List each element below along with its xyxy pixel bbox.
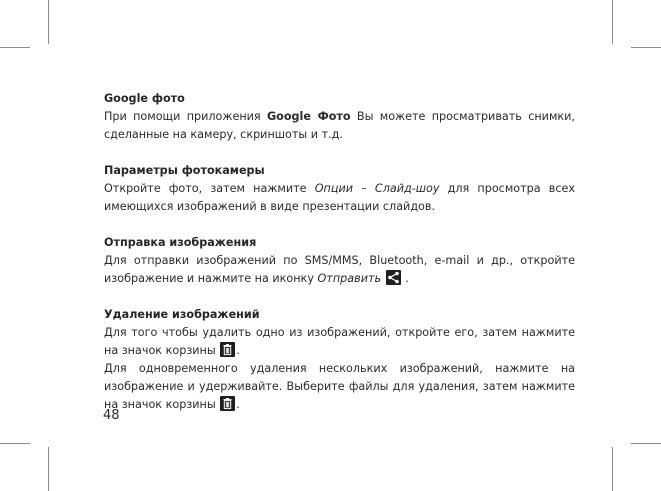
section-heading: Удаление изображений bbox=[104, 308, 260, 321]
section-paragraph bbox=[104, 360, 575, 414]
section-sending bbox=[104, 234, 575, 288]
section-paragraph bbox=[104, 252, 575, 288]
text-run: . bbox=[236, 344, 240, 357]
section-paragraph bbox=[104, 108, 575, 144]
crop-mark-bottom-right-horizontal bbox=[631, 443, 661, 444]
section-heading: Параметры фотокамеры bbox=[104, 164, 265, 177]
section-paragraph bbox=[104, 324, 575, 360]
crop-mark-top-left-horizontal bbox=[0, 47, 30, 48]
app-name: Google Фото bbox=[266, 110, 351, 123]
button-name: Отправить bbox=[317, 272, 382, 285]
crop-mark-bottom-right-vertical bbox=[612, 447, 613, 491]
trash-icon bbox=[220, 342, 235, 357]
section-heading: Отправка изображения bbox=[104, 236, 257, 249]
text-run: . bbox=[401, 272, 409, 285]
section-google-photos bbox=[104, 90, 575, 144]
share-icon bbox=[386, 270, 401, 285]
text-run: Вы можете просматривать снимки, сделанные на камеру, скриншоты и т.д. bbox=[104, 110, 575, 141]
section-heading: Google фото bbox=[104, 92, 185, 105]
text-run: . bbox=[236, 398, 240, 411]
page-number: 48 bbox=[103, 408, 120, 423]
text-run: Для одновременного удаления нескольких изображений, нажмите на изображение и удерживайте. Выберите файлы для удаления, затем нажмите на значок корзины bbox=[104, 362, 575, 411]
section-paragraph bbox=[104, 180, 575, 216]
section-deleting bbox=[104, 306, 575, 414]
menu-path: Опции – Слайд-шоу bbox=[314, 182, 440, 195]
text-run: Для того чтобы удалить одно из изображений, откройте его, затем нажмите на значок корзины bbox=[104, 326, 575, 357]
manual-page-content bbox=[104, 90, 575, 432]
crop-mark-bottom-left-vertical bbox=[48, 447, 49, 491]
section-camera-params bbox=[104, 162, 575, 216]
text-run: для просмотра всех имеющихся изображений в виде презентации слайдов. bbox=[104, 182, 575, 213]
text-run: Для отправки изображений по SMS/MMS, Bluetooth, e-mail и др., откройте изображение и нажмите на иконку bbox=[104, 254, 575, 285]
crop-mark-top-right-horizontal bbox=[631, 47, 661, 48]
crop-mark-top-left-vertical bbox=[48, 0, 49, 44]
text-run: Откройте фото, затем нажмите bbox=[104, 182, 315, 195]
crop-mark-top-right-vertical bbox=[612, 0, 613, 44]
crop-mark-bottom-left-horizontal bbox=[0, 443, 30, 444]
text-run: При помощи приложения bbox=[104, 110, 267, 123]
trash-icon bbox=[220, 396, 235, 411]
